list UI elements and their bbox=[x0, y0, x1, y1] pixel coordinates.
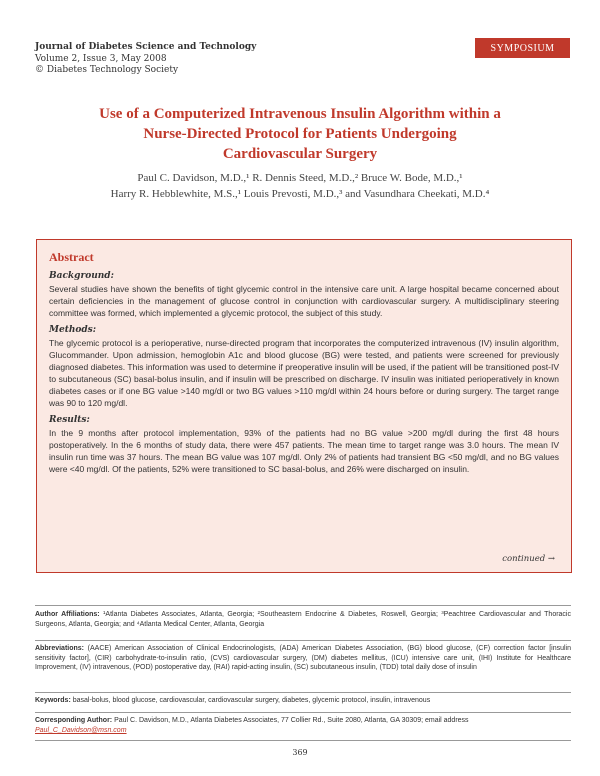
page-divider bbox=[35, 740, 571, 741]
results-heading: Results: bbox=[49, 415, 90, 425]
keywords-divider bbox=[35, 692, 571, 693]
symposium-badge: SYMPOSIUM bbox=[475, 38, 570, 58]
methods-heading: Methods: bbox=[49, 325, 97, 335]
title-line-3: Cardiovascular Surgery bbox=[222, 146, 378, 162]
abstract-box bbox=[36, 239, 572, 573]
authors-line-1: Paul C. Davidson, M.D.,¹ R. Dennis Steed, M.D.,² Bruce W. Bode, M.D.,¹ bbox=[137, 172, 463, 184]
abbreviations bbox=[35, 644, 571, 673]
abstract-heading: Abstract bbox=[49, 250, 94, 264]
abbreviations-label: Abbreviations: bbox=[35, 645, 85, 652]
title-line-2: Nurse-Directed Protocol for Patients Undergoing bbox=[143, 126, 457, 142]
article-title bbox=[40, 104, 560, 164]
keywords bbox=[35, 696, 571, 706]
title-line-1: Use of a Computerized Intravenous Insulin Algorithm within a bbox=[99, 106, 501, 122]
journal-header bbox=[35, 42, 256, 77]
journal-volume: Volume 2, Issue 3, May 2008 bbox=[35, 53, 167, 64]
results-text: In the 9 months after protocol implementation, 93% of the patients had no BG value >200 mg/dl during the first 48 hours postoperatively. In the 6 months of study data, there were 457 patients. The mean time to target range was 3.0 hours. The mean IV insulin run time was 37 hours. The mean BG value was 107 mg/dl. Only 2% of patients had transient BG <50 mg/dl, and no BG values were <40 mg/dl. Of the patients, 52% were transitioned to SC basal-bolus, and 26% were discharged on insulin. bbox=[49, 428, 559, 474]
author-affiliations bbox=[35, 610, 571, 629]
affiliations-text: ¹Atlanta Diabetes Associates, Atlanta, Georgia; ²Southeastern Endocrine & Diabetes, Roswell, Georgia; ³Peachtree Cardiovascular and Thoracic Surgeons, Atlanta, Georgia; and ⁴Atlanta Medical Center, Atlanta, Georgia bbox=[35, 611, 571, 628]
corresponding-divider bbox=[35, 712, 571, 713]
corresponding-label: Corresponding Author: bbox=[35, 717, 113, 724]
abbreviations-text: (AACE) American Association of Clinical Endocrinologists, (ADA) American Diabetes Association, (BG) blood glucose, (CF) correction factor [insulin sensitivity factor], (CIR) carbohydrate-to-insulin ratio, (CVS) cardiovascular surgery, (DM) diabetes mellitus, (ICU) intensive care unit, (IHI) Institute for Healthcare Improvement, (IV) intravenous, (POD) postoperative day, (RAI) rapid-acting insulin, (SC) subcutaneous insulin, (TDD) total daily dose of insulin bbox=[35, 645, 571, 671]
page-number: 369 bbox=[292, 748, 308, 757]
journal-name: Journal of Diabetes Science and Technology bbox=[35, 42, 257, 52]
corresponding-author bbox=[35, 716, 571, 735]
abbreviations-divider bbox=[35, 640, 571, 641]
background-heading: Background: bbox=[49, 271, 114, 281]
author-list bbox=[30, 170, 570, 202]
footer-divider bbox=[35, 605, 571, 606]
keywords-label: Keywords: bbox=[35, 697, 71, 704]
corresponding-text: Paul C. Davidson, M.D., Atlanta Diabetes Associates, 77 Collier Rd., Suite 2080, Atlanta, GA 30309; email address bbox=[114, 717, 469, 724]
keywords-text: basal-bolus, blood glucose, cardiovascular, cardiovascular surgery, diabetes, glycemic protocol, insulin, intravenous bbox=[72, 697, 431, 704]
affiliations-label: Author Affiliations: bbox=[35, 611, 100, 618]
journal-copyright: © Diabetes Technology Society bbox=[35, 65, 179, 75]
authors-line-2: Harry R. Hebblewhite, M.S.,¹ Louis Prevosti, M.D.,³ and Vasundhara Cheekati, M.D.⁴ bbox=[110, 188, 490, 200]
continued-link[interactable]: continued → bbox=[502, 554, 555, 564]
email-link[interactable]: Paul_C_Davidson@msn.com bbox=[35, 726, 127, 734]
background-text: Several studies have shown the benefits of tight glycemic control in the intensive care unit. A large hospital became concerned about certain deficiencies in the management of glucose control in conjunction with cardiovascular surgery. A multidisciplinary steering committee was formed, which implemented a glycemic protocol, the subject of this study. bbox=[49, 284, 559, 318]
methods-text: The glycemic protocol is a perioperative, nurse-directed program that incorporates the computerized intravenous (IV) insulin algorithm, Glucommander. Upon admission, hemoglobin A1c and blood glucose (BG) were tested, and patients were screened for previously diagnosed diabetes. This information was used to determine if preoperative insulin will be used, if the patient will be transitioned post-IV to subcutaneous (SC) basal-bolus insulin, and if insulin will be prescribed on discharge. IV insulin was initiated perioperatively in known diabetes cases or if one BG value >140 mg/dl or two BG values >110 mg/dl within 24 hours before or during surgery. The target range was 90 to 120 mg/dl. bbox=[49, 338, 559, 408]
